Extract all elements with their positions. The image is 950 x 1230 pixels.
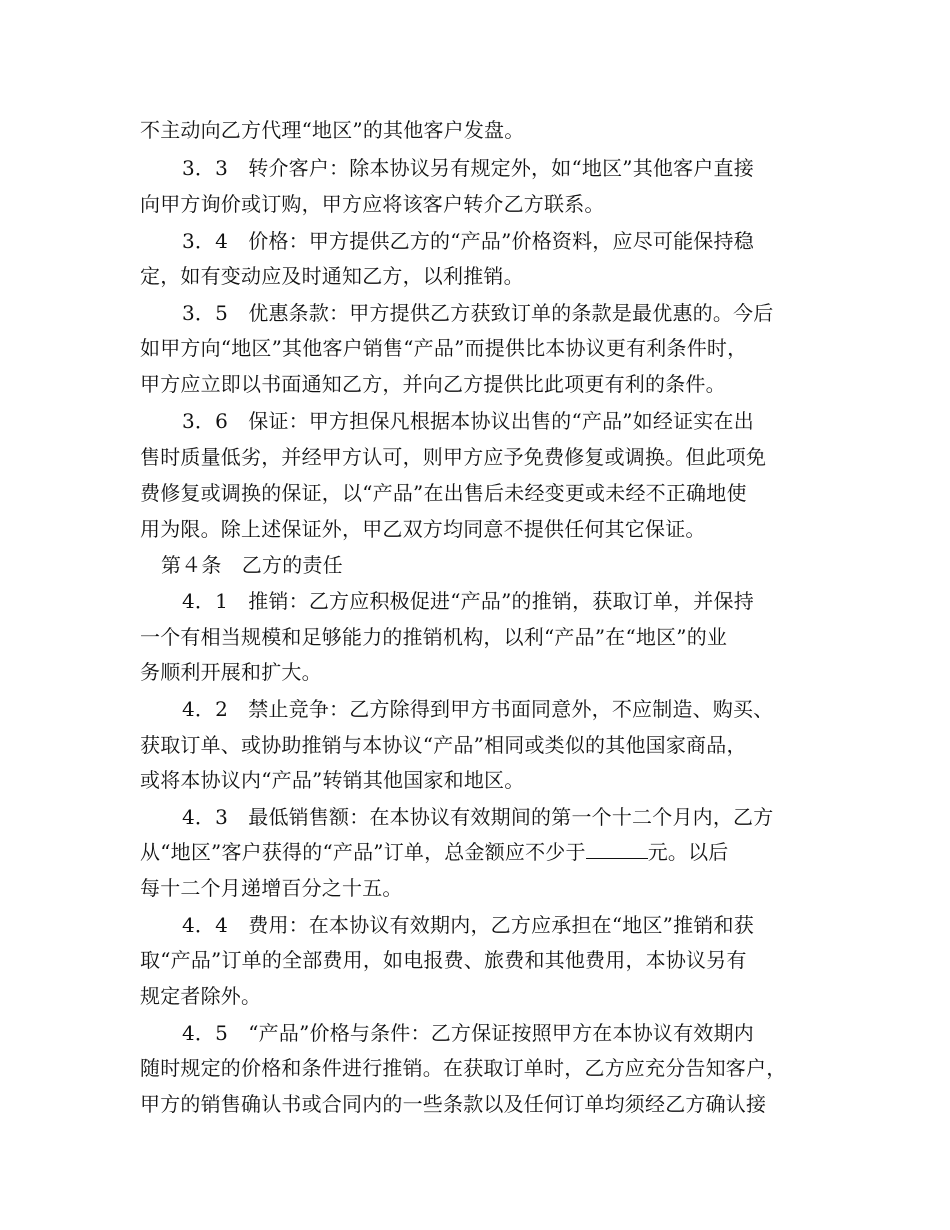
text-line: 4．4 费用：在本协议有效期内，乙方应承担在“地区”推销和获 (182, 913, 754, 937)
text-line: 甲方的销售确认书或合同内的一些条款以及任何订单均须经乙方确认接 (140, 1092, 767, 1116)
text-line: 3．6 保证：甲方担保凡根据本协议出售的“产品”如经证实在出 (182, 409, 754, 433)
text-line: 4．2 禁止竞争：乙方除得到甲方书面同意外，不应制造、购买、 (182, 697, 774, 721)
text-line: 4．1 推销：乙方应积极促进“产品”的推销，获取订单，并保持 (182, 589, 754, 613)
text-line: 取“产品”订单的全部费用，如电报费、旅费和其他费用，本协议另有 (140, 948, 747, 972)
text-line: 3．5 优惠条款：甲方提供乙方获致订单的条款是最优惠的。今后 (182, 301, 774, 325)
text-line: 甲方应立即以书面通知乙方，并向乙方提供比此项更有利的条件。 (140, 372, 726, 396)
text-line: 一个有相当规模和足够能力的推销机构，以利“产品”在“地区”的业 (140, 625, 728, 649)
text-line: 向甲方询价或订购，甲方应将该客户转介乙方联系。 (140, 192, 605, 216)
text-line: 用为限。除上述保证外，甲乙双方均同意不提供任何其它保证。 (140, 517, 706, 541)
text-segment: 元。以后 (647, 840, 729, 864)
text-line: 3．3 转介客户：除本协议另有规定外，如“地区”其他客户直接 (182, 156, 754, 180)
text-line: 如甲方向“地区”其他客户销售“产品”而提供比本协议更有利条件时， (140, 336, 748, 360)
text-line: 3．4 价格：甲方提供乙方的“产品”价格资料，应尽可能保持稳 (182, 229, 754, 253)
text-segment: 从“地区”客户获得的“产品”订单，总金额应不少于 (140, 840, 586, 864)
text-line: 费修复或调换的保证，以“产品”在出售后未经变更或未经不正确地使 (140, 481, 747, 505)
fill-in-blank (586, 842, 648, 859)
text-line: 每十二个月递增百分之十五。 (140, 876, 403, 900)
text-line: 不主动向乙方代理“地区”的其他客户发盘。 (140, 118, 525, 142)
text-line: 获取订单、或协助推销与本协议“产品”相同或类似的其他国家商品， (140, 733, 747, 757)
text-line: 务顺利开展和扩大。 (140, 660, 322, 684)
text-line: 4．5 “产品”价格与条件：乙方保证按照甲方在本协议有效期内 (182, 1021, 754, 1045)
section-heading: 第４条 乙方的责任 (161, 553, 343, 577)
text-line: 规定者除外。 (140, 984, 262, 1008)
text-line: 售时质量低劣，并经甲方认可，则甲方应予免费修复或调换。但此项免 (140, 445, 767, 469)
text-line: 定，如有变动应及时通知乙方，以利推销。 (140, 264, 524, 288)
text-line (140, 839, 729, 865)
text-line: 随时规定的价格和条件进行推销。在获取订单时，乙方应充分告知客户， (140, 1056, 787, 1080)
text-line: 4．3 最低销售额：在本协议有效期间的第一个十二个月内，乙方 (182, 805, 774, 829)
text-line: 或将本协议内“产品”转销其他国家和地区。 (140, 768, 525, 792)
